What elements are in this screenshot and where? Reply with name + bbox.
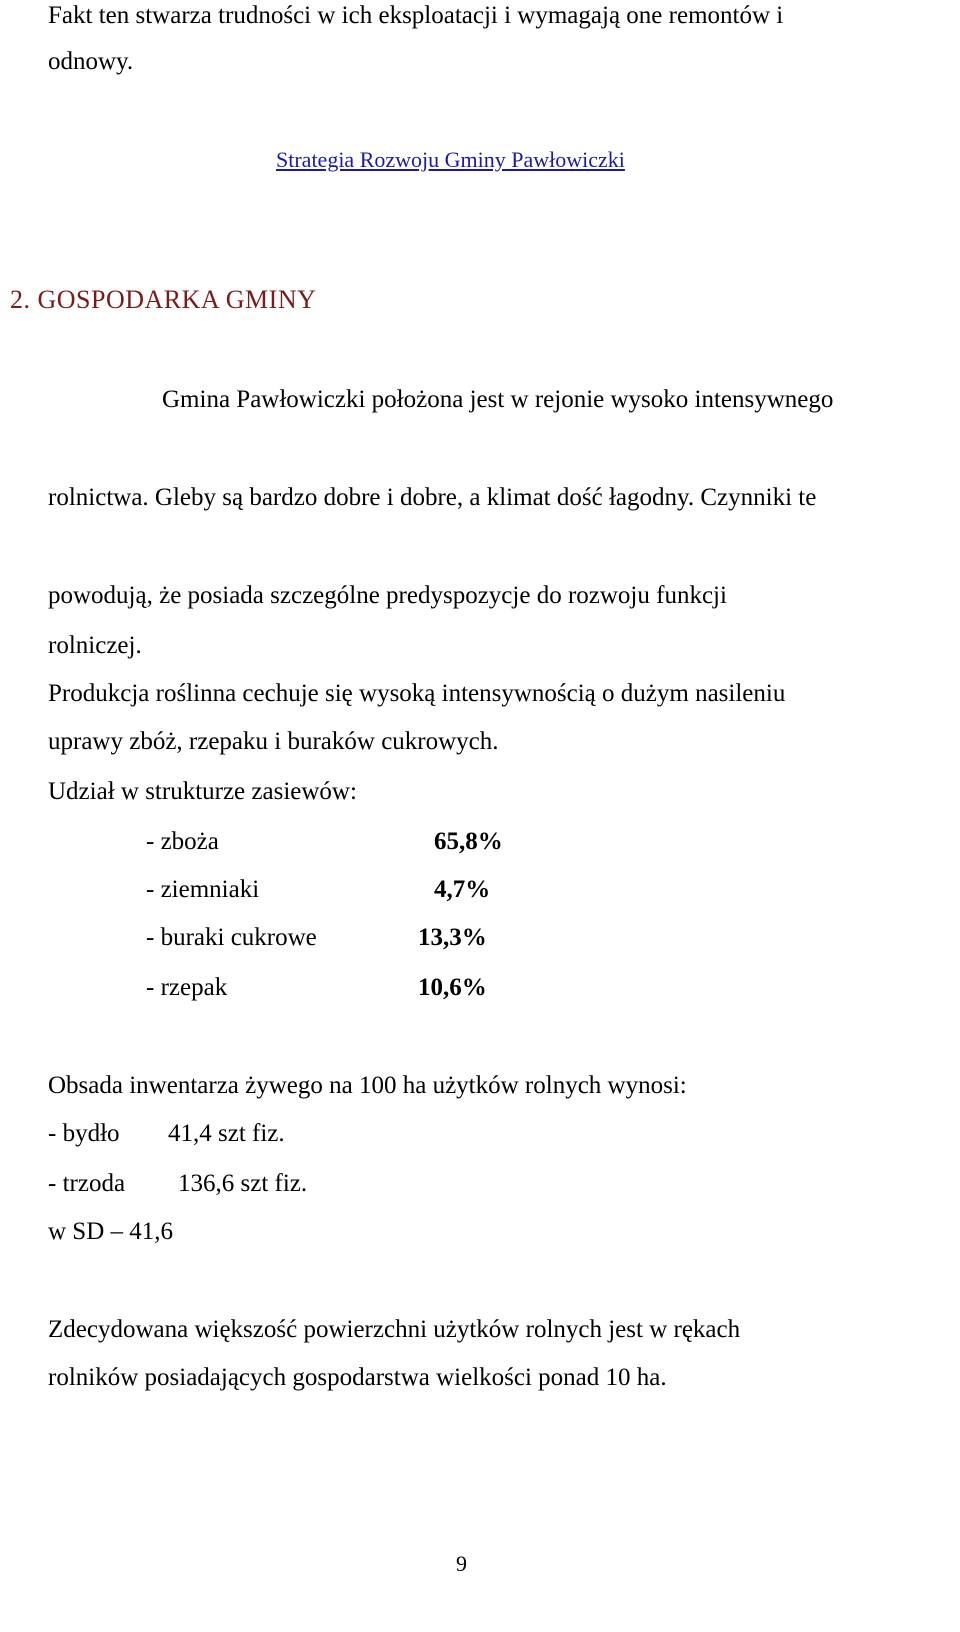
strategy-link[interactable]: Strategia Rozwoju Gminy Pawłowiczki: [276, 147, 625, 172]
paragraph-line: rolników posiadających gospodarstwa wielkości ponad 10 ha.: [48, 1364, 667, 1391]
paragraph-line: Udział w strukturze zasiewów:: [48, 778, 357, 805]
paragraph-line: Obsada inwentarza żywego na 100 ha użytków rolnych wynosi:: [48, 1072, 687, 1099]
crop-name: - rzepak: [146, 974, 228, 1001]
paragraph-line: Zdecydowana większość powierzchni użytków rolnych jest w rękach: [48, 1316, 741, 1343]
crop-name: - zboża: [146, 828, 219, 855]
livestock-name: - bydło: [48, 1120, 120, 1147]
livestock-name: - trzoda: [48, 1170, 126, 1197]
paragraph-line: rolnictwa. Gleby są bardzo dobre i dobre, a klimat dość łagodny. Czynniki te: [48, 484, 817, 511]
paragraph-line: uprawy zbóż, rzepaku i buraków cukrowych.: [48, 728, 499, 755]
livestock-value: 41,4 szt fiz.: [168, 1120, 285, 1147]
livestock-value: 136,6 szt fiz.: [178, 1170, 308, 1197]
crop-name: - ziemniaki: [146, 876, 260, 903]
crop-value: 13,3%: [418, 924, 487, 951]
paragraph-line: Fakt ten stwarza trudności w ich eksploatacji i wymagają one remontów i: [48, 2, 784, 29]
crop-value: 4,7%: [434, 876, 491, 903]
section-heading: 2. GOSPODARKA GMINY: [10, 285, 317, 314]
paragraph-line: Produkcja roślinna cechuje się wysoką intensywnością o dużym nasileniu: [48, 680, 786, 707]
crop-name: - buraki cukrowe: [146, 924, 317, 951]
crop-value: 65,8%: [434, 828, 503, 855]
paragraph-line: Gmina Pawłowiczki położona jest w rejonie wysoko intensywnego: [162, 386, 834, 413]
paragraph-line: powodują, że posiada szczególne predyspozycje do rozwoju funkcji: [48, 582, 727, 609]
paragraph-line: rolniczej.: [48, 632, 142, 659]
page-number: 9: [456, 1551, 467, 1576]
paragraph-line: odnowy.: [48, 48, 134, 75]
crop-value: 10,6%: [418, 974, 487, 1001]
paragraph-line: w SD – 41,6: [48, 1218, 174, 1245]
